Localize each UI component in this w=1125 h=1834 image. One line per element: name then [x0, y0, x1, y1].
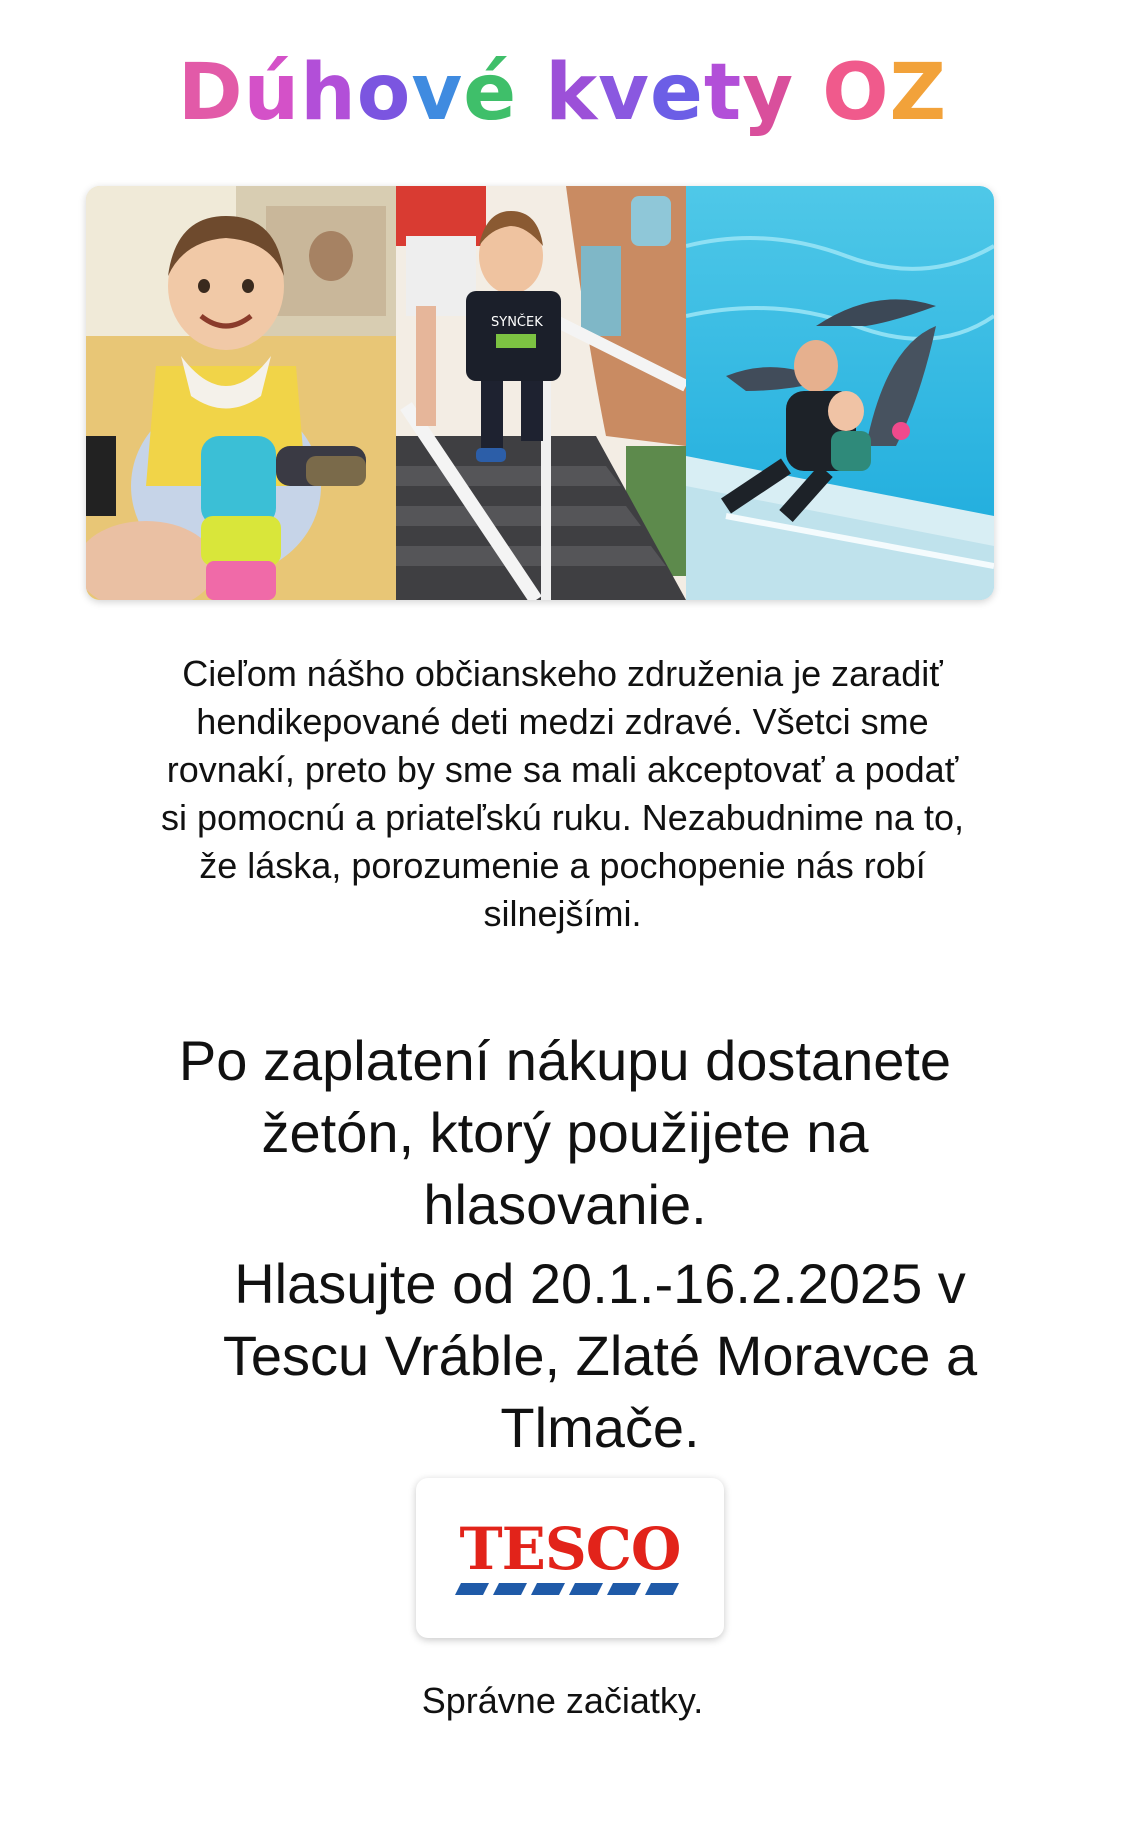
title-letter: [517, 48, 545, 138]
tesco-stripe: [607, 1583, 641, 1595]
title-letter: D: [177, 48, 244, 138]
svg-text:SYNČEK: SYNČEK: [491, 315, 543, 330]
tesco-stripe: [455, 1583, 489, 1595]
child-on-therapy-stairs-photo: [396, 186, 686, 600]
title-letter: k: [545, 48, 599, 138]
voting-dates-info: Hlasujte od 20.1.-16.2.2025 v Tescu Vráble, Zlaté Moravce a Tlmače.: [222, 1252, 978, 1459]
dolphin-therapy-photo: [686, 186, 994, 600]
tesco-stripe: [569, 1583, 603, 1595]
mission-statement: Cieľom nášho občianskeho združenia je zaradiť hendikepované deti medzi zdravé. Všetci sme rovnakí, preto by sme sa mali akceptovať a podať si pomocnú a priateľskú ruku. Nezabudnime na to, že láska, porozumenie a pochopenie nás robí silnejšími.: [161, 653, 964, 934]
tesco-stripe: [645, 1583, 679, 1595]
title-letter: v: [598, 48, 650, 138]
title-letter: o: [356, 48, 412, 138]
title-letter: y: [742, 48, 795, 138]
title-letter: h: [300, 48, 357, 138]
tagline: Správne začiatky.: [421, 1680, 704, 1721]
tesco-logo-text: TESCO: [459, 1515, 681, 1583]
page-title: [0, 48, 1125, 138]
tesco-stripe: [493, 1583, 527, 1595]
title-letter: v: [411, 48, 464, 138]
title-letter: e: [649, 48, 704, 138]
tesco-stripes-icon: [455, 1583, 685, 1597]
title-letter: [794, 48, 822, 138]
child-with-toy-photo: [86, 186, 396, 600]
title-letter: é: [463, 48, 518, 138]
title-letter: ú: [243, 48, 301, 138]
photo-strip: [86, 186, 994, 600]
title-letter: Z: [889, 48, 948, 138]
tesco-logo: [416, 1478, 724, 1638]
voting-token-info: Po zaplatení nákupu dostanete žetón, ktorý použijete na hlasovanie.: [178, 1029, 952, 1236]
title-letter: O: [822, 48, 890, 138]
tesco-stripe: [531, 1583, 565, 1595]
title-letter: t: [703, 48, 743, 138]
